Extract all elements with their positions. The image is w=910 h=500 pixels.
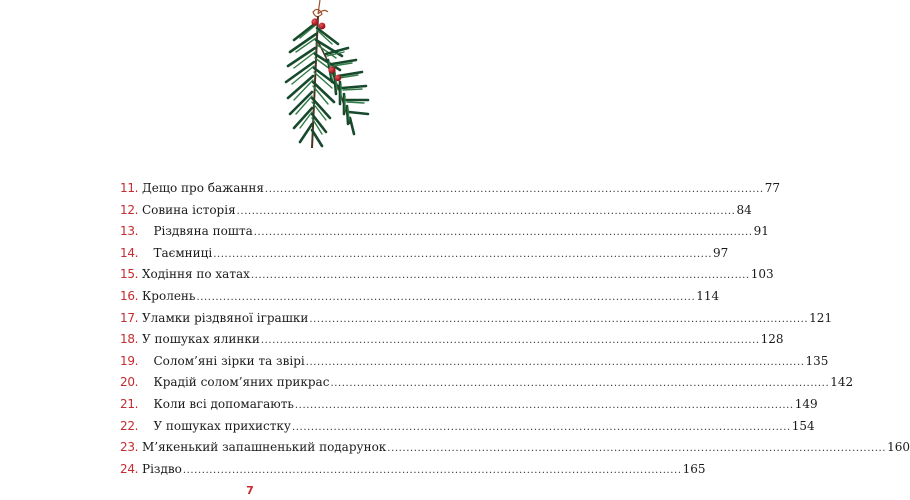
chapter-title: Кролень xyxy=(138,288,196,303)
toc-entry[interactable] xyxy=(120,351,829,373)
chapter-title: Різдвяна пошта xyxy=(138,224,253,239)
dot-leader xyxy=(196,287,695,309)
chapter-page-number: 154 xyxy=(791,418,815,433)
chapter-title: Таємниці xyxy=(138,245,213,260)
berry-icon xyxy=(335,75,341,81)
chapter-page-number: 135 xyxy=(805,353,829,368)
chapter-title: М’якенький запашненький подарунок xyxy=(138,440,387,455)
toc-entry[interactable] xyxy=(120,243,729,265)
chapter-page-number: 77 xyxy=(764,181,780,195)
toc-entry[interactable] xyxy=(120,221,769,243)
toc-entry[interactable] xyxy=(120,178,780,200)
toc-entry[interactable] xyxy=(120,286,720,308)
chapter-number: 18. xyxy=(120,332,139,347)
chapter-number: 13. xyxy=(120,224,139,239)
toc-entry[interactable] xyxy=(120,264,774,286)
berry-icon xyxy=(319,23,326,30)
page-number: 7 xyxy=(246,484,254,497)
chapter-title: Крадій солом’яних прикрас xyxy=(138,375,330,390)
chapter-number: 20. xyxy=(120,375,139,390)
dot-leader xyxy=(309,309,808,331)
chapter-page-number: 165 xyxy=(682,461,706,476)
chapter-page-number: 142 xyxy=(830,375,854,390)
chapter-number: 22. xyxy=(120,418,139,433)
berry-icon xyxy=(328,66,335,73)
chapter-title: У пошуках ялинки xyxy=(138,332,260,347)
chapter-page-number: 149 xyxy=(794,396,818,411)
chapter-number: 15. xyxy=(120,267,139,282)
chapter-title: У пошуках прихистку xyxy=(138,418,291,433)
toc-entry[interactable] xyxy=(120,437,910,459)
chapter-page-number: 103 xyxy=(750,267,774,282)
chapter-number: 14. xyxy=(120,245,139,260)
dot-leader xyxy=(295,395,794,417)
chapter-number: 19. xyxy=(120,353,139,368)
toc-entry[interactable] xyxy=(120,372,854,394)
chapter-title: Совина історія xyxy=(138,202,236,217)
chapter-title: Уламки різдвяної іграшки xyxy=(138,310,309,325)
chapter-number: 21. xyxy=(120,396,139,411)
berry-icon xyxy=(311,18,318,25)
dot-leader xyxy=(254,222,753,244)
dot-leader xyxy=(330,373,829,395)
dot-leader xyxy=(387,438,886,460)
dot-leader xyxy=(292,417,791,439)
chapter-number: 23. xyxy=(120,440,139,455)
chapter-title: Солом’яні зірки та звірі xyxy=(138,353,305,368)
chapter-title: Ходіння по хатах xyxy=(138,267,250,282)
chapter-number: 17. xyxy=(120,310,139,325)
chapter-number: 24. xyxy=(120,461,139,476)
chapter-page-number: 84 xyxy=(736,202,752,217)
chapter-number: 12. xyxy=(120,202,139,217)
toc-entry[interactable] xyxy=(120,394,818,416)
dot-leader xyxy=(265,179,764,201)
dot-leader xyxy=(237,201,736,223)
dot-leader xyxy=(261,330,760,352)
toc-entry[interactable] xyxy=(120,416,815,438)
table-of-contents xyxy=(120,178,910,480)
dot-leader xyxy=(306,352,805,374)
dot-leader xyxy=(213,244,712,266)
chapter-number: 11. xyxy=(120,181,139,195)
chapter-page-number: 121 xyxy=(809,310,833,325)
dot-leader xyxy=(183,460,682,482)
chapter-page-number: 128 xyxy=(760,332,784,347)
chapter-title: Дещо про бажання xyxy=(138,181,264,195)
toc-entry[interactable] xyxy=(120,459,706,481)
chapter-page-number: 160 xyxy=(887,440,910,455)
chapter-page-number: 114 xyxy=(696,288,720,303)
chapter-page-number: 91 xyxy=(753,224,769,239)
chapter-page-number: 97 xyxy=(713,245,729,260)
chapter-title: Коли всі допомагають xyxy=(138,396,294,411)
pine-branch-icon xyxy=(272,0,384,156)
toc-entry[interactable] xyxy=(120,329,784,351)
chapter-title: Різдво xyxy=(138,461,182,476)
chapter-number: 16. xyxy=(120,288,139,303)
toc-entry[interactable] xyxy=(120,308,833,330)
toc-entry[interactable] xyxy=(120,200,752,222)
dot-leader xyxy=(251,265,750,287)
